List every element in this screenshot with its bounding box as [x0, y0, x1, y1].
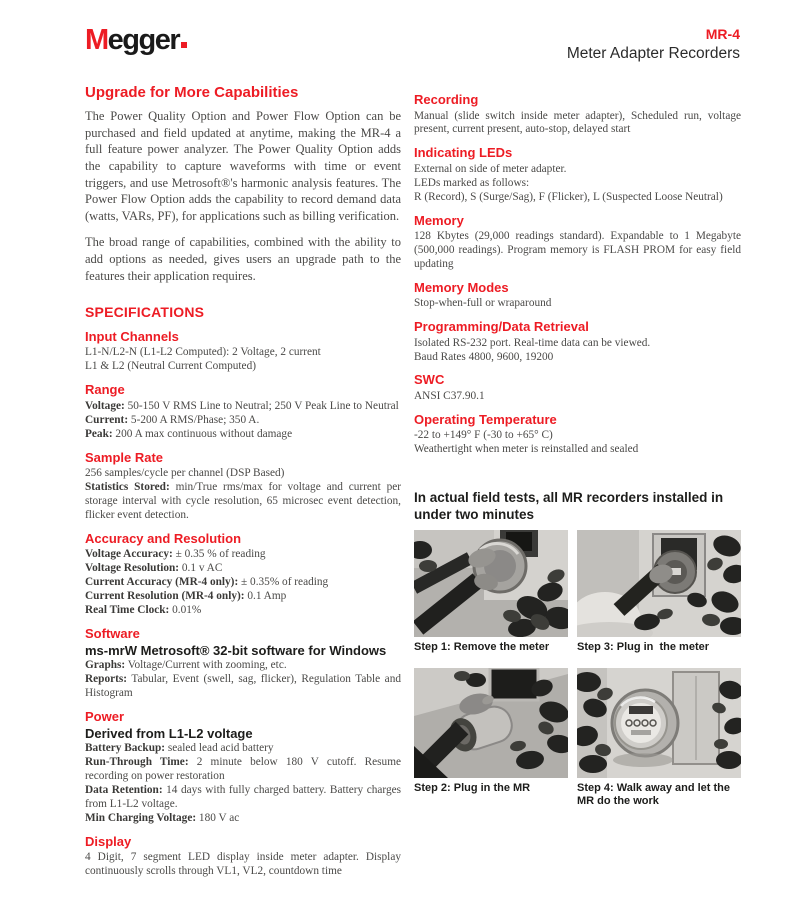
intro-paragraph-1: The Power Quality Option and Power Flow Option can be purchased and field updated at anytime, making the MR-4 a full feature power analyzer. The Power Quality Option adds the capability to capture waveforms with time or event triggers, and use Metrosoft®'s harmonic analysis features. The Power Flow Option adds the capability to record demand data (watts, VARs, PF), for applications such as billing verification. — [85, 109, 401, 223]
specifications-title: SPECIFICATIONS — [85, 304, 205, 321]
photo-step-1 — [414, 530, 568, 655]
spec-line: 4 Digit, 7 segment LED display inside meter adapter. Display continuously scrolls through VL1, VL2, countdown time — [85, 851, 401, 878]
photo-step-1-image — [414, 530, 568, 637]
spec-line: -22 to +149° F (-30 to +65° C) — [414, 429, 553, 442]
section-indicating-leds — [414, 145, 741, 204]
logo-letter-m: M — [85, 24, 108, 56]
spec-line: External on side of meter adapter. — [414, 162, 567, 175]
section-swc — [414, 372, 741, 403]
spec-label: Peak: — [85, 427, 113, 440]
header-right — [567, 26, 740, 63]
logo-registered-mark-icon — [181, 42, 187, 48]
spec-line: Manual (slide switch inside meter adapter), Scheduled run, voltage present, current present, auto-stop, delayed start — [414, 109, 741, 136]
section-input-channels — [85, 329, 401, 374]
spec-line: Voltage Accuracy: ± 0.35 % of reading — [85, 548, 266, 561]
spec-line: Statistics Stored: min/True rms/max for voltage and current per storage interval with cycle resolution, 65 microsec event detection, flicker event detection. — [85, 480, 402, 521]
spec-line: Data Retention: 14 days with fully charged battery. Battery charges from L1-L2 voltage. — [85, 784, 402, 811]
section-display — [85, 834, 401, 879]
spec-line: Stop-when-full or wraparound — [414, 297, 552, 310]
spec-line: ANSI C37.90.1 — [414, 389, 485, 402]
section-heading: Software — [85, 625, 140, 641]
left-column — [85, 84, 401, 879]
section-heading: Sample Rate — [85, 449, 164, 465]
spec-line: LEDs marked as follows: — [414, 176, 530, 189]
photo-step-4-caption: Step 4: Walk away and let the MR do the work — [577, 781, 734, 808]
photo-step-4 — [577, 668, 741, 809]
section-heading: Display — [85, 833, 132, 849]
spec-line: Run-Through Time: 2 minute below 180 V cutoff. Resume recording on power restoration — [85, 756, 401, 783]
spec-label: Voltage: — [85, 399, 125, 412]
section-heading: Range — [85, 382, 125, 398]
product-name: MR-4 — [705, 26, 740, 42]
spec-line: Reports: Tabular, Event (swell, sag, flicker), Regulation Table and Histogram — [85, 673, 401, 699]
spec-line: Current: 5-200 A RMS/Phase; 350 A. — [85, 413, 260, 426]
spec-label: Current Resolution (MR-4 only): — [85, 589, 245, 602]
spec-label: Graphs: — [85, 659, 126, 672]
spec-line: Real Time Clock: 0.01% — [85, 603, 202, 616]
section-range — [85, 382, 401, 441]
right-column — [414, 84, 741, 809]
section-memory-modes — [414, 280, 741, 311]
spec-label: Data Retention: — [85, 784, 163, 797]
spec-label: Reports: — [85, 673, 128, 686]
spec-line: Battery Backup: sealed lead acid battery — [85, 742, 274, 755]
section-software — [85, 626, 401, 701]
right-spec-sections — [414, 92, 741, 457]
spec-line: Min Charging Voltage: 180 V ac — [85, 811, 240, 824]
photo-step-3-image — [577, 530, 741, 637]
photo-step-4-image — [577, 668, 741, 778]
section-heading: Programming/Data Retrieval — [414, 319, 589, 335]
field-tests-block — [414, 489, 741, 809]
field-tests-heading: In actual field tests, all MR recorders installed in under two minutes — [414, 490, 724, 523]
spec-label: Min Charging Voltage: — [85, 811, 197, 824]
photo-step-3 — [577, 530, 741, 655]
spec-line: Voltage Resolution: 0.1 v AC — [85, 562, 223, 575]
section-heading: Operating Temperature — [414, 411, 557, 427]
spec-line: Current Accuracy (MR-4 only): ± 0.35% of reading — [85, 575, 329, 588]
photo-step-1-caption: Step 1: Remove the meter — [414, 641, 550, 654]
section-heading: Indicating LEDs — [414, 145, 513, 161]
spec-label: Current: — [85, 413, 129, 426]
spec-line: Voltage: 50-150 V RMS Line to Neutral; 250 V Peak Line to Neutral — [85, 399, 399, 412]
spec-line: Weathertight when meter is reinstalled and sealed — [414, 443, 639, 456]
section-heading: Accuracy and Resolution — [85, 530, 242, 546]
megger-logo — [85, 26, 187, 55]
photo-step-2 — [414, 668, 568, 809]
section-subheading: ms-mrW Metrosoft® 32-bit software for Windows — [85, 643, 387, 659]
spec-label: Battery Backup: — [85, 742, 166, 755]
section-accuracy-and-resolution — [85, 531, 401, 618]
section-heading: Input Channels — [85, 328, 179, 344]
spec-line: Isolated RS-232 port. Real-time data can be viewed. — [414, 336, 651, 349]
left-spec-sections — [85, 329, 401, 879]
section-power — [85, 709, 401, 826]
spec-line: Graphs: Voltage/Current with zooming, etc. — [85, 659, 287, 672]
section-heading: Memory Modes — [414, 279, 509, 295]
section-heading: Power — [85, 708, 125, 724]
spec-line: R (Record), S (Surge/Sag), F (Flicker), L (Suspected Loose Neutral) — [414, 190, 723, 203]
spec-line: L1 & L2 (Neutral Current Computed) — [85, 360, 256, 373]
spec-label: Run-Through Time: — [85, 756, 189, 769]
intro-heading: Upgrade for More Capabilities — [85, 84, 299, 101]
spec-label: Real Time Clock: — [85, 603, 170, 616]
spec-line: 256 samples/cycle per channel (DSP Based) — [85, 467, 285, 480]
photo-grid — [414, 530, 741, 809]
spec-line: Baud Rates 4800, 9600, 19200 — [414, 350, 554, 363]
spec-line: Current Resolution (MR-4 only): 0.1 Amp — [85, 589, 287, 602]
section-heading: SWC — [414, 372, 445, 388]
section-heading: Memory — [414, 212, 464, 228]
section-recording — [414, 92, 741, 137]
spec-line: Peak: 200 A max continuous without damage — [85, 427, 293, 440]
spec-label: Voltage Resolution: — [85, 562, 180, 575]
logo-rest: egger — [107, 24, 180, 56]
section-memory — [414, 213, 741, 272]
spec-line: 128 Kbytes (29,000 readings standard). Expandable to 1 Megabyte (500,000 readings). Program memory is FLASH PROM for easy field updating — [414, 230, 741, 270]
section-sample-rate — [85, 450, 401, 523]
section-subheading: Derived from L1-L2 voltage — [85, 726, 253, 742]
spec-label: Voltage Accuracy: — [85, 548, 173, 561]
photo-step-2-caption: Step 2: Plug in the MR — [414, 781, 531, 794]
product-subtitle: Meter Adapter Recorders — [566, 44, 740, 62]
section-heading: Recording — [414, 92, 479, 107]
photo-step-3-caption: Step 3: Plug in the meter — [577, 641, 710, 654]
spec-line: L1-N/L2-N (L1-L2 Computed): 2 Voltage, 2 current — [85, 346, 321, 359]
spec-label: Current Accuracy (MR-4 only): — [85, 575, 239, 588]
intro-paragraph-2: The broad range of capabilities, combined with the ability to add options as needed, gives users an upgrade path to the features their application requires. — [85, 235, 401, 283]
section-operating-temperature — [414, 412, 741, 457]
spec-label: Statistics Stored: — [85, 480, 170, 493]
photo-step-2-image — [414, 668, 568, 778]
section-programming-data-retrieval — [414, 319, 741, 364]
